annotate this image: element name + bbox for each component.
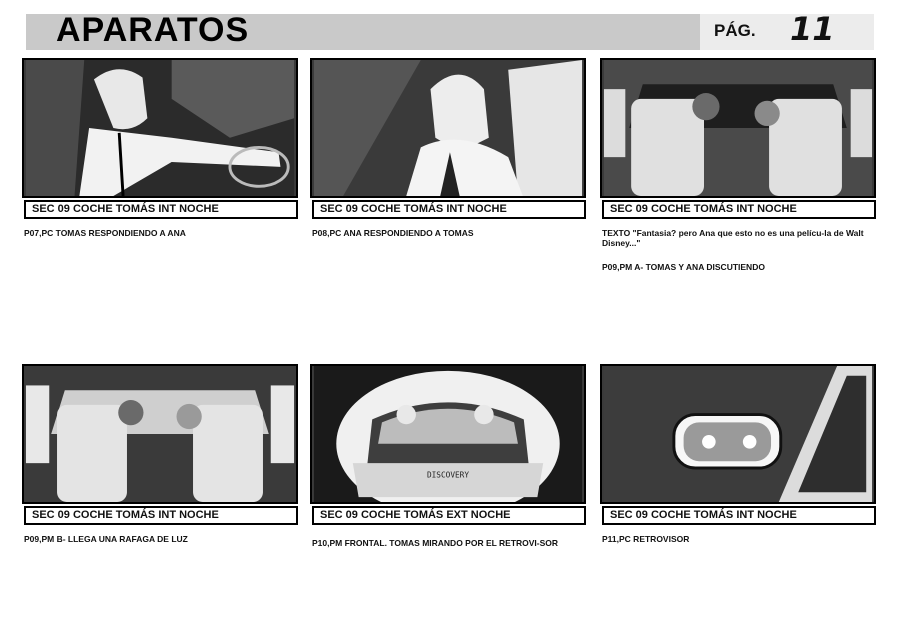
panel-6-scene-caption: SEC 09 COCHE TOMÁS INT NOCHE (602, 506, 876, 525)
panel-3-note-text: TEXTO "Fantasia? pero Ana que esto no es una pelícu-la de Walt Disney..." (602, 228, 864, 248)
storyboard-panel-2 (310, 58, 586, 198)
panel-2-note: P08,PC ANA RESPONDIENDO A TOMAS (312, 228, 474, 238)
panel-3-illustration (602, 60, 874, 196)
panel-4-scene-caption: SEC 09 COCHE TOMÁS INT NOCHE (24, 506, 298, 525)
storyboard-panel-3 (600, 58, 876, 198)
panel-1-note: P07,PC TOMAS RESPONDIENDO A ANA (24, 228, 186, 238)
storyboard-panel-4 (22, 364, 298, 504)
panel-5-note: P10,PM FRONTAL. TOMAS MIRANDO POR EL RETROVI-SOR (312, 538, 559, 548)
panel-1-scene-caption: SEC 09 COCHE TOMÁS INT NOCHE (24, 200, 298, 219)
panel-3-scene-caption: SEC 09 COCHE TOMÁS INT NOCHE (602, 200, 876, 219)
panel-2-scene-caption: SEC 09 COCHE TOMÁS INT NOCHE (312, 200, 586, 219)
page-number: 11 (790, 10, 835, 48)
storyboard-panel-6 (600, 364, 876, 504)
car-plate-text: DISCOVERY (426, 470, 470, 480)
storyboard-panel-5 (310, 364, 586, 504)
panel-6-note: P11,PC RETROVISOR (602, 534, 690, 544)
panel-1-illustration (24, 60, 296, 196)
storyboard-panel-1 (22, 58, 298, 198)
panel-4-note: P09,PM B- LLEGA UNA RAFAGA DE LUZ (24, 534, 188, 544)
panel-4-illustration (24, 366, 296, 502)
panel-5-scene-caption: SEC 09 COCHE TOMÁS EXT NOCHE (312, 506, 586, 525)
page-number-box (700, 10, 874, 50)
page-header (26, 10, 874, 50)
panel-2-illustration (312, 60, 584, 196)
panel-5-illustration (312, 366, 584, 502)
page-label: PÁG. (714, 21, 756, 40)
page-title: APARATOS (56, 11, 250, 49)
panel-6-illustration (602, 366, 874, 502)
panel-3-note-shot: P09,PM A- TOMAS Y ANA DISCUTIENDO (602, 262, 765, 272)
